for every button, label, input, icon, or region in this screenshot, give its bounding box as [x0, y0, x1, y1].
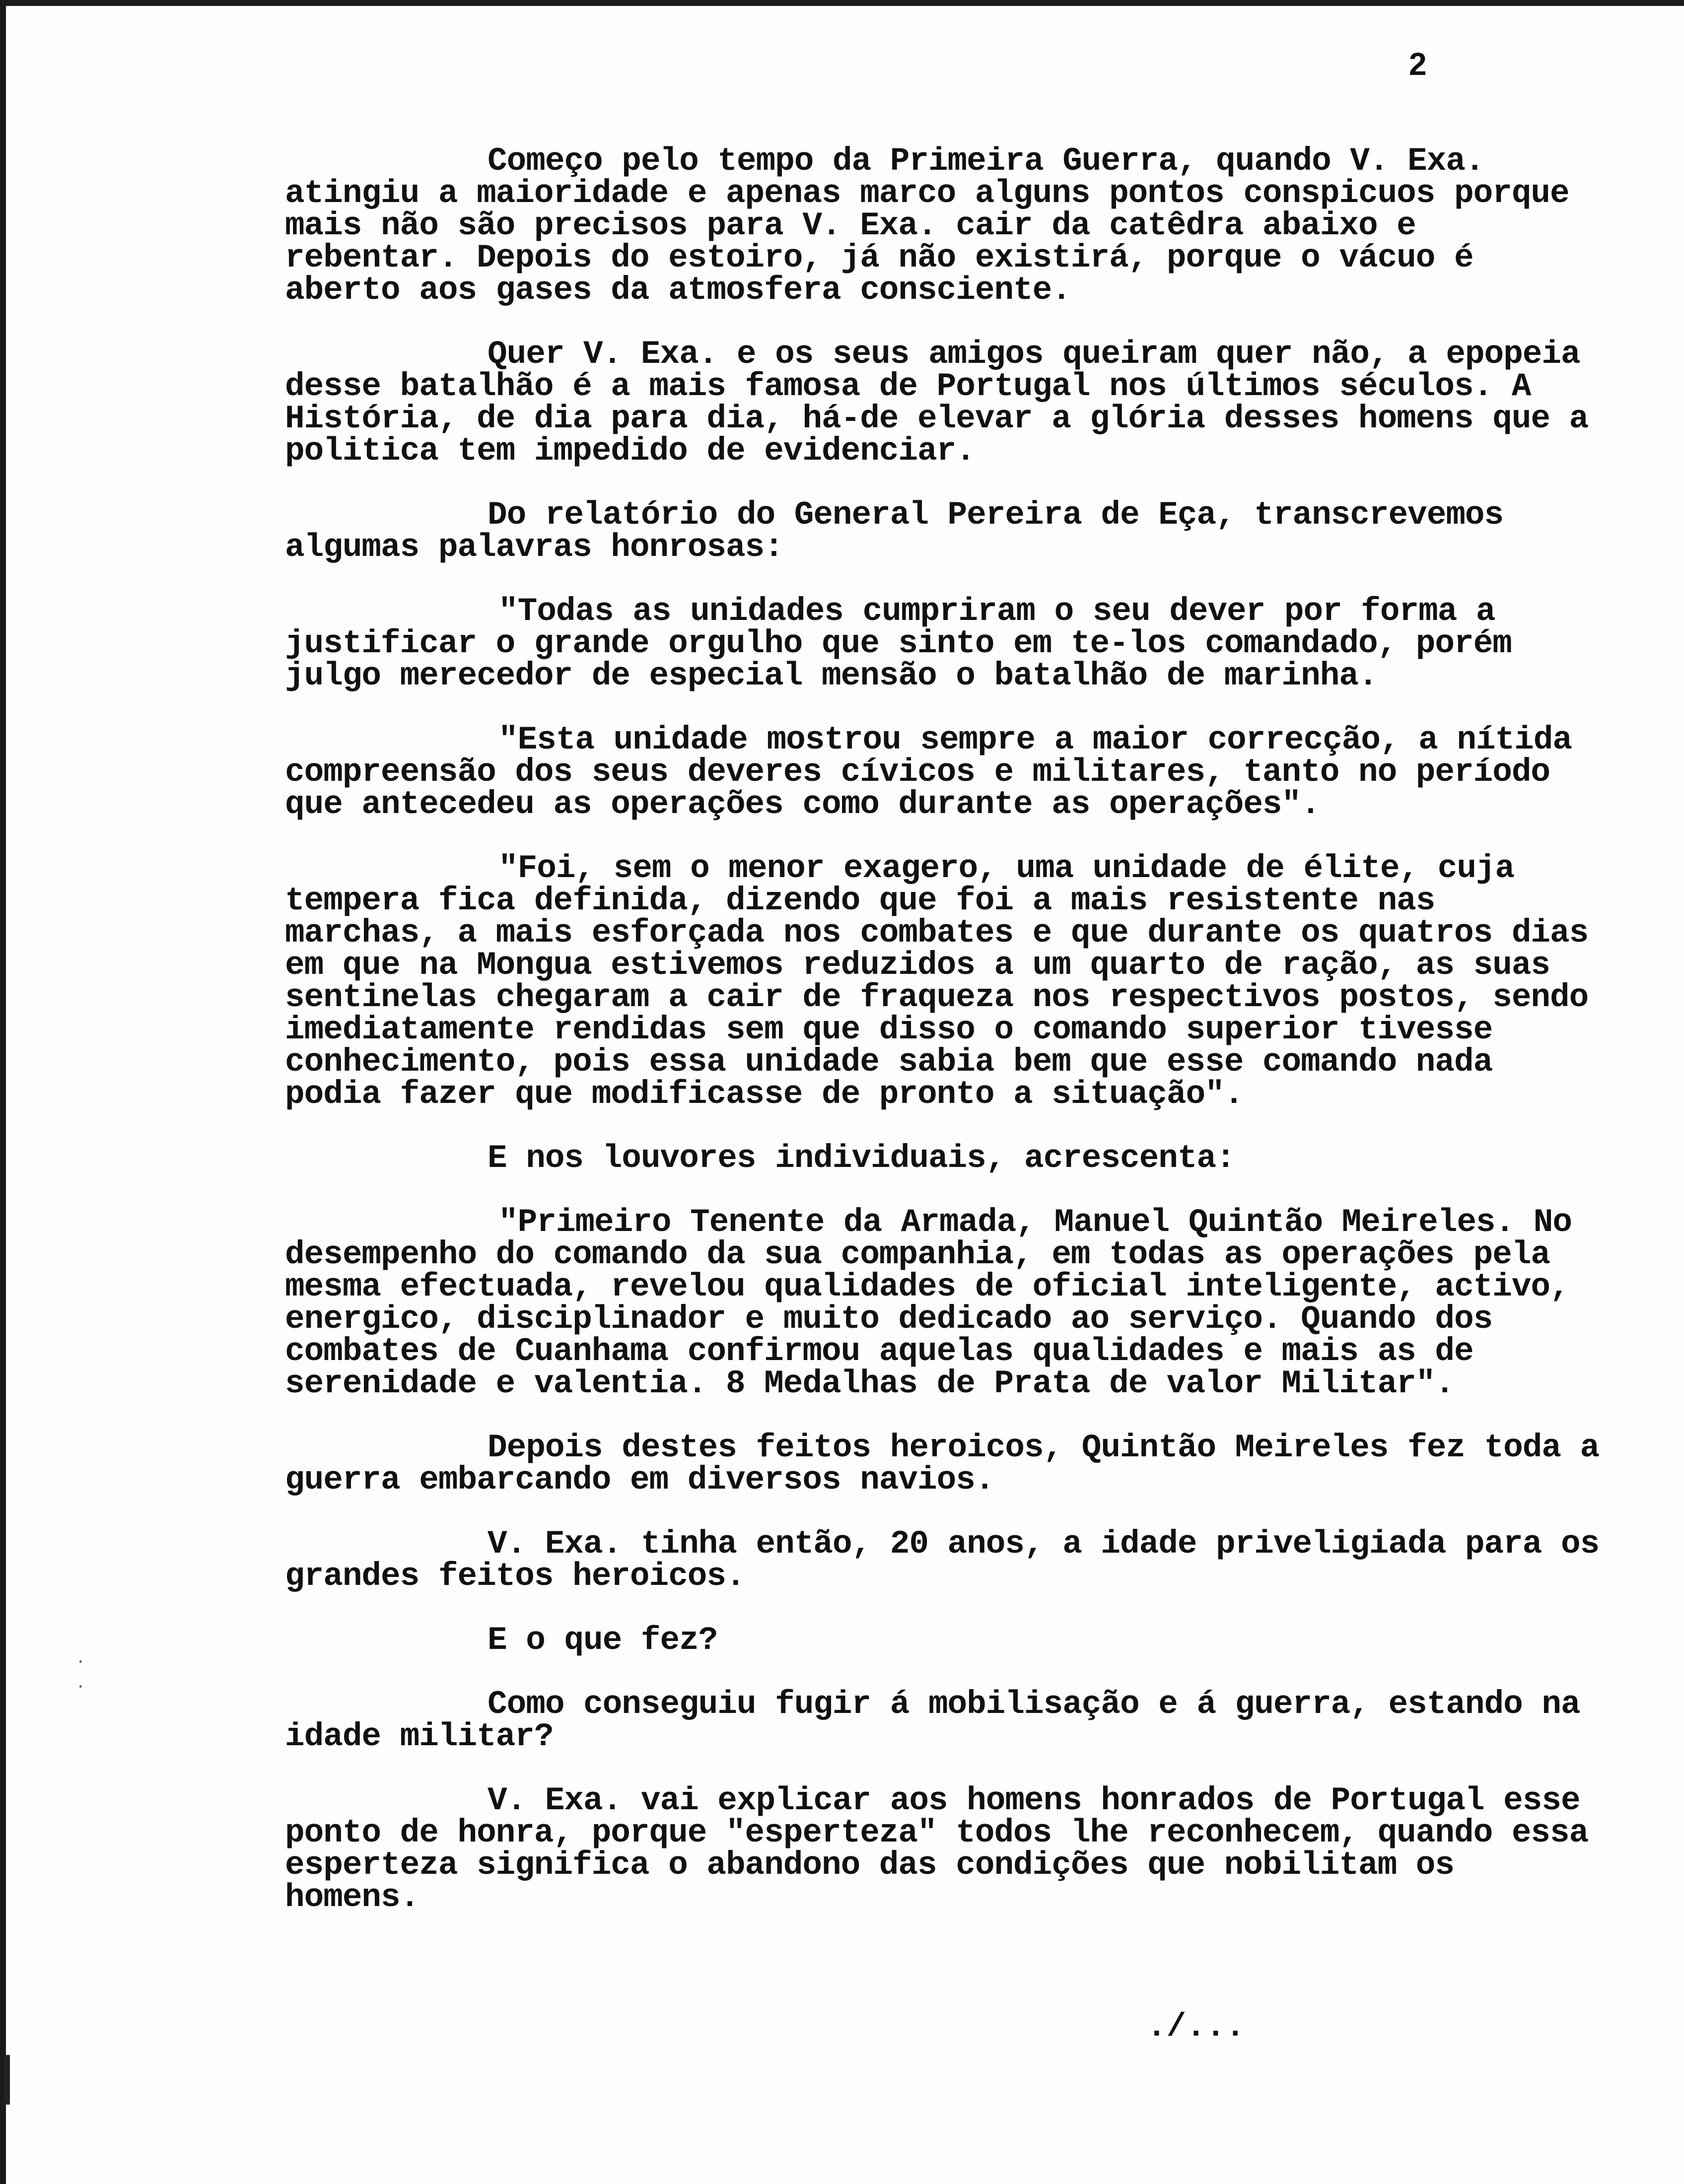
paragraph-7: E o que fez? — [488, 1622, 718, 1659]
paragraph-1: Começo pelo tempo da Primeira Guerra, quando V. Exa. atingiu a maioridade e apenas marco alguns pontos conspicuos porque mais não são precisos para V. Exa. cair da catêdra abaixo e rebentar. Depois do estoiro, já não existirá, porque o vácuo é aberto aos gases da atmosfera consciente. — [285, 142, 1589, 309]
paragraph-8: Como conseguiu fugir á mobilisação e á guerra, estando na idade militar? — [285, 1686, 1600, 1755]
paragraph-2: Quer V. Exa. e os seus amigos queiram quer não, a epopeia desse batalhão é a mais famosa de Portugal nos últimos séculos. A História, de dia para dia, há-de elevar a glória desses homens que a politica tem impedido de evidenciar. — [285, 336, 1608, 470]
paragraph-3: Do relatório do General Pereira de Eça, transcrevemos algumas palavras honrosas: — [285, 496, 1523, 566]
page-number: 2 — [1409, 46, 1427, 82]
scan-speck: · — [75, 1653, 86, 1672]
scan-speck: · — [75, 1678, 86, 1697]
paragraph-4: E nos louvores individuais, acrescenta: — [488, 1140, 1235, 1177]
scan-edge-mark — [4, 2055, 10, 2105]
paragraph-9: V. Exa. vai explicar aos homens honrados de Portugal esse ponto de honra, porque "esperteza" todos lhe reconhecem, quando essa esperteza significa o abandono das condições que nobilitam os homens. — [285, 1782, 1608, 1916]
quote-paragraph-2: "Esta unidade mostrou sempre a maior correcção, a nítida compreensão dos seus deveres cívicos e militares, tanto no período que antecedeu as operações como durante as operações". — [285, 721, 1591, 823]
scan-edge-top — [0, 0, 1684, 6]
quote-paragraph-3: "Foi, sem o menor exagero, uma unidade de élite, cuja tempera fica definida, dizendo que foi a mais resistente nas marchas, a mais esforçada nos combates e que durante os quatros dias em que na Mongua estivemos reduzidos a um quarto de ração, as suas sentinelas chegaram a cair de fraqueza nos respectivos postos, sendo imediatamente rendidas sem que disso o comando superior tivesse conhecimento, pois essa unidade sabia bem que esse comando nada podia fazer que modificasse de pronto a situação". — [285, 850, 1608, 1113]
paragraph-5: Depois destes feitos heroicos, Quintão Meireles fez toda a guerra embarcando em diversos navios. — [285, 1429, 1618, 1499]
paragraph-6: V. Exa. tinha então, 20 anos, a idade priveligiada para os grandes feitos heroicos. — [285, 1525, 1618, 1595]
continuation-mark: ./... — [1147, 2008, 1246, 2046]
quote-paragraph-1: "Todas as unidades cumpriram o seu dever por forma a justificar o grande orgulho que sinto em te-los comandado, porém julgo merecedor de especial mensão o batalhão de marinha. — [285, 593, 1531, 694]
quote-paragraph-4: "Primeiro Tenente da Armada, Manuel Quintão Meireles. No desempenho do comando da sua companhia, em todas as operações pela mesma efectuada, revelou qualidades de oficial inteligente, activo, energico, disciplinador e muito dedicado ao serviço. Quando dos combates de Cuanhama confirmou aquelas qualidades e mais as de serenidade e valentia. 8 Medalhas de Prata de valor Militar". — [285, 1204, 1591, 1402]
scan-edge-left — [0, 0, 6, 2184]
letter-body — [285, 142, 1618, 1945]
